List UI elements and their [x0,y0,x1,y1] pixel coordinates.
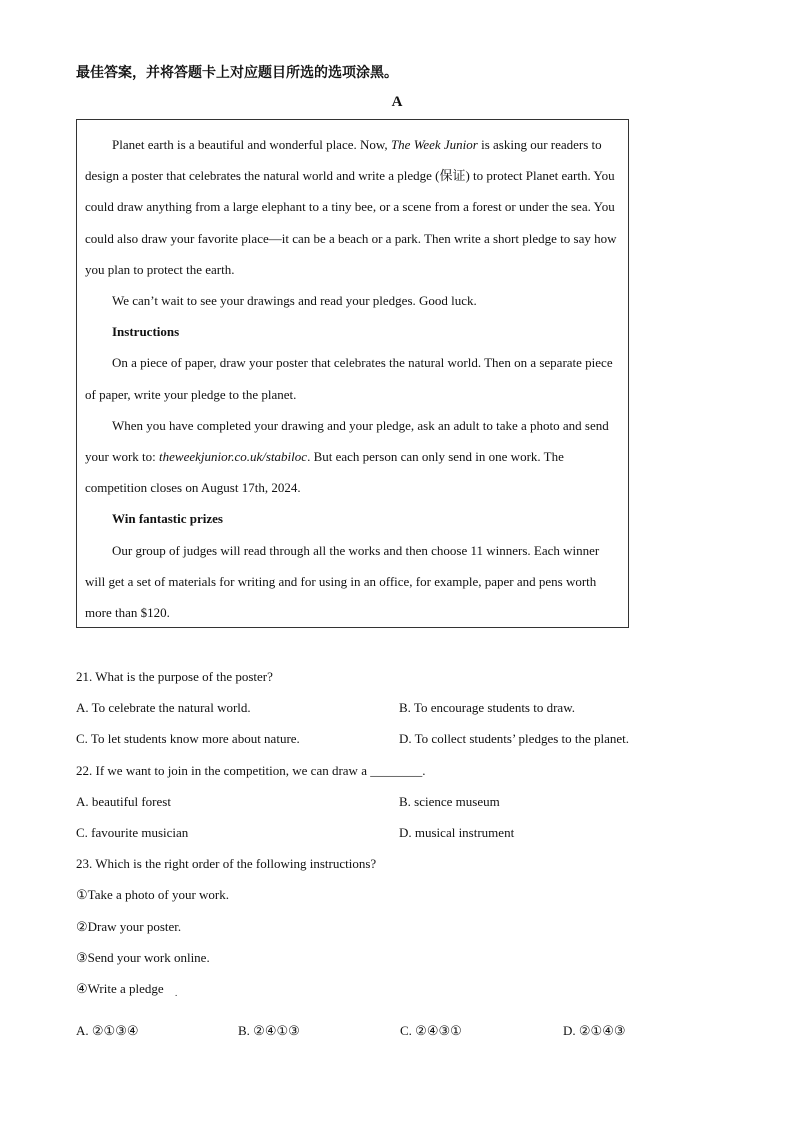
question-22-option-d[interactable]: D. musical instrument [399,825,515,840]
question-23-stem: 23. Which is the right order of the following instructions? [76,856,377,871]
question-23-option-d[interactable]: D. ②①④③ [563,1023,626,1038]
question-21-option-b[interactable]: B. To encourage students to draw. [399,700,575,715]
passage-paragraph-1: Planet earth is a beautiful and wonderful place. Now, The Week Junior is asking our readers to design a poster that celebrates the natural world and write a pledge (保证) to protect Planet earth. You could draw anything from a large elephant to a tiny bee, or a scene from a forest or under the sea. You could also draw your favorite place—it can be a beach or a park. Then write a short pledge to say how you plan to protect the earth. [85,137,617,277]
question-22-stem: 22. If we want to join in the competition, we can draw a ________. [76,763,426,778]
instructions-intro: 最佳答案，并将答题卡上对应题目所选的选项涂黑。 [76,65,398,81]
question-22-option-c[interactable]: C. favourite musician [76,825,189,840]
question-23-option-c[interactable]: C. ②④③① [400,1023,462,1038]
magazine-title: The Week Junior [390,137,478,152]
question-22-option-a[interactable]: A. beautiful forest [76,794,171,809]
section-label: A [391,94,403,110]
passage-paragraph-5: Our group of judges will read through all the works and then choose 11 winners. Each winner will get a set of materials for writing and for using in an office, for example, paper and pens worth more than $120. [85,542,600,621]
question-22-option-b[interactable]: B. science museum [399,794,500,809]
question-21-option-a[interactable]: A. To celebrate the natural world. [76,700,251,715]
passage-paragraph-2: We can’t wait to see your drawings and read your pledges. Good luck. [112,293,477,309]
passage-box [76,119,629,628]
question-21-option-d[interactable]: D. To collect students’ pledges to the planet. [399,731,630,746]
passage-paragraph-3: On a piece of paper, draw your poster that celebrates the natural world. Then on a separate piece of paper, write your pledge to the planet. [85,355,613,402]
question-23-option-b[interactable]: B. ②④①③ [238,1023,300,1038]
submission-website: theweekjunior.co.uk/stabiloc [159,449,308,465]
question-23-option-a[interactable]: A. ②①③④ [76,1023,139,1038]
question-21-option-c[interactable]: C. To let students know more about nature. [76,731,300,746]
question-23-step-1: ①Take a photo of your work. [76,887,229,902]
question-23-step-2: ②Draw your poster. [76,919,182,934]
question-23-step-3: ③Send your work online. [76,950,210,965]
heading-prizes: Win fantastic prizes [112,511,223,527]
question-21-stem: 21. What is the purpose of the poster? [76,669,273,684]
question-23-step-4: ④Write a pledge [76,981,164,996]
heading-instructions: Instructions [112,324,180,340]
stray-dot: . [175,988,178,998]
passage-paragraph-4: When you have completed your drawing and your pledge, ask an adult to take a photo and send your work to: theweekjunior.co.uk/stabiloc. But each person can only send in one work. The competition closes on August 17th, 2024. [85,417,609,496]
